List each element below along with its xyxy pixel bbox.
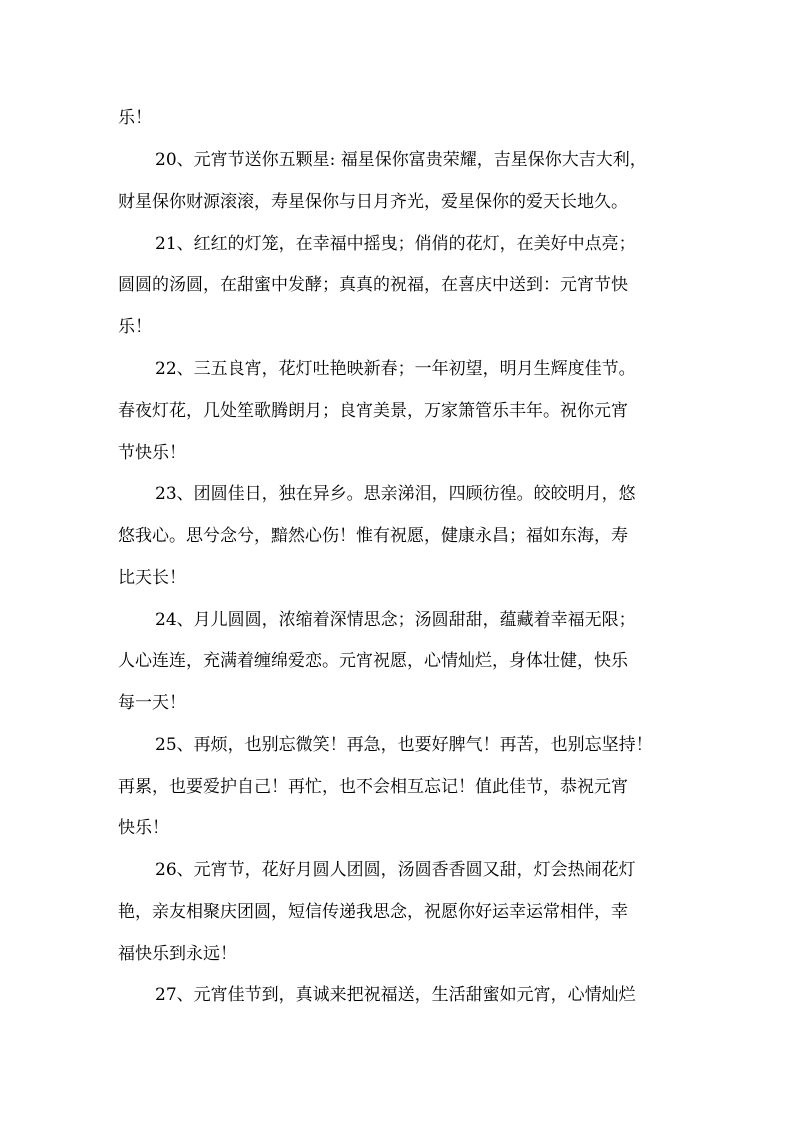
text-line: 26、元宵节，花好月圆人团圆，汤圆香香圆又甜，灯会热闹花灯 xyxy=(155,860,636,880)
text-line: 福快乐到永远！ xyxy=(118,944,237,964)
text-line: 悠我心。思兮念兮，黯然心伤！惟有祝愿，健康永昌；福如东海，寿 xyxy=(118,526,628,546)
text-line: 25、再烦，也别忘微笑！再急，也要好脾气！再苦，也别忘坚持！ xyxy=(155,735,653,755)
text-line: 20、元宵节送你五颗星: 福星保你富贵荣耀，吉星保你大吉大利， xyxy=(155,150,647,170)
text-line: 比天长！ xyxy=(118,568,186,588)
text-line: 23、团圆佳日，独在异乡。思亲涕泪，四顾彷徨。皎皎明月，悠 xyxy=(155,484,636,504)
text-line: 人心连连，充满着缠绵爱恋。元宵祝愿，心情灿烂，身体壮健，快乐 xyxy=(118,651,628,671)
text-line: 节快乐！ xyxy=(118,443,186,463)
text-line: 快乐！ xyxy=(118,818,169,838)
text-line: 乐！ xyxy=(118,108,152,128)
text-line: 22、三五良宵，花灯吐艳映新春；一年初望，明月生辉度佳节。 xyxy=(155,359,636,379)
text-line: 再累，也要爱护自己！再忙，也不会相互忘记！值此佳节，恭祝元宵 xyxy=(118,777,628,797)
text-line: 27、元宵佳节到，真诚来把祝福送，生活甜蜜如元宵，心情灿烂 xyxy=(155,985,636,1005)
text-line: 圆圆的汤圆，在甜蜜中发酵；真真的祝福，在喜庆中送到：元宵节快 xyxy=(118,275,628,295)
text-line: 财星保你财源滚滚，寿星保你与日月齐光，爱星保你的爱天长地久。 xyxy=(118,192,628,212)
text-line: 每一天！ xyxy=(118,693,186,713)
text-line: 21、红红的灯笼，在幸福中摇曳；俏俏的花灯，在美好中点亮； xyxy=(155,234,636,254)
text-line: 乐！ xyxy=(118,317,152,337)
text-line: 24、月儿圆圆，浓缩着深情思念；汤圆甜甜，蕴藏着幸福无限； xyxy=(155,610,636,630)
text-line: 春夜灯花，几处笙歌腾朗月；良宵美景，万家箫管乐丰年。祝你元宵 xyxy=(118,401,628,421)
text-line: 艳，亲友相聚庆团圆，短信传递我思念，祝愿你好运幸运常相伴，幸 xyxy=(118,902,628,922)
